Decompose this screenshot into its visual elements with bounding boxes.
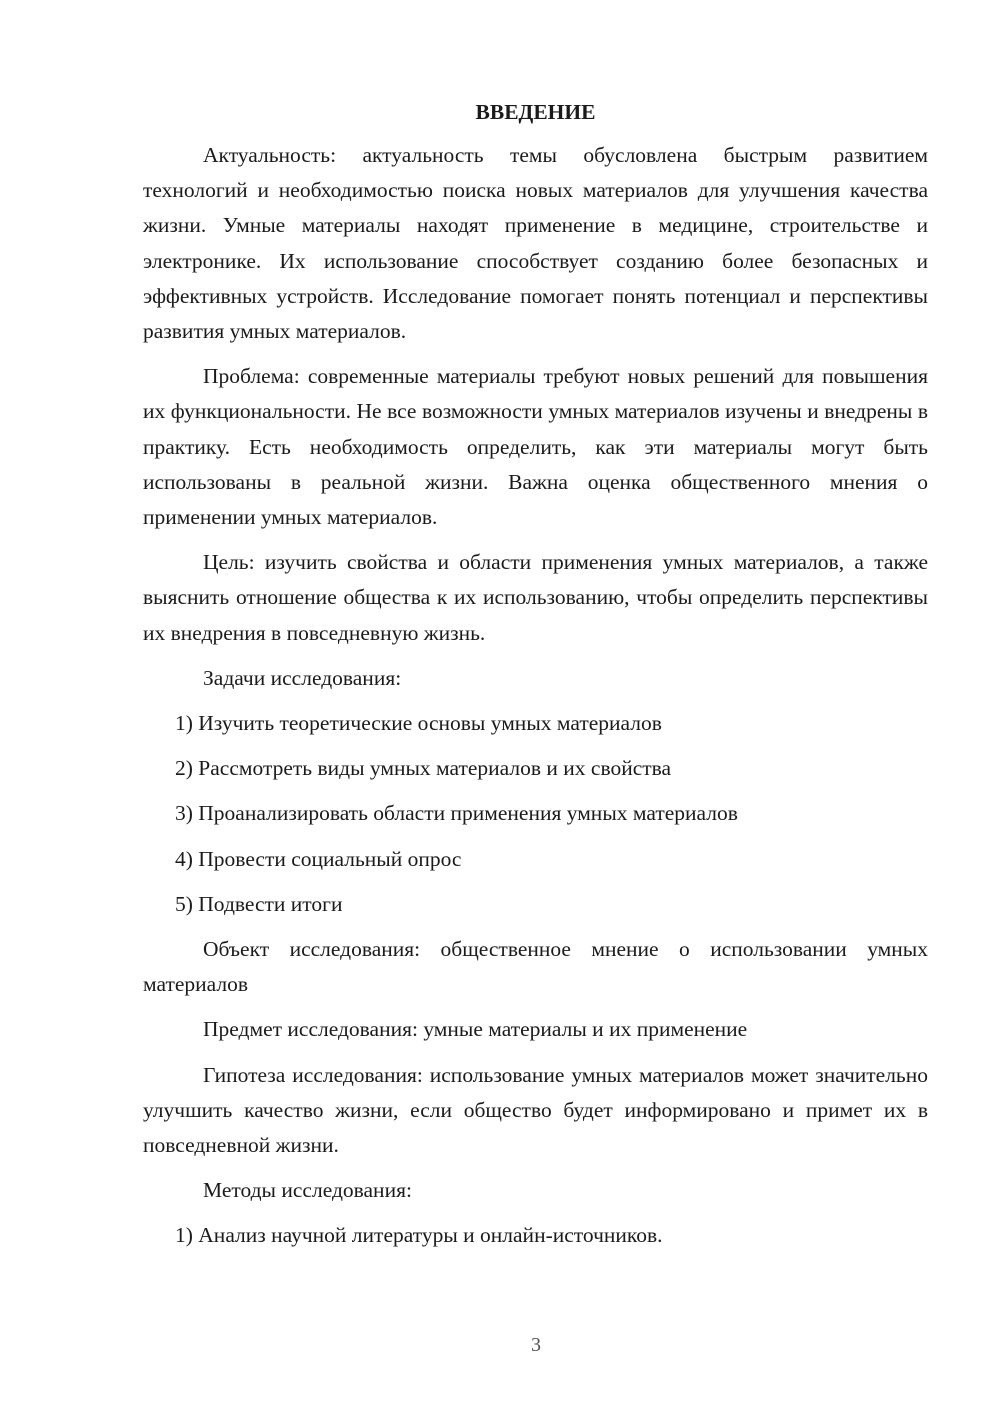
tasks-heading: Задачи исследования: bbox=[203, 665, 402, 690]
subject-paragraph: Предмет исследования: умные материалы и их применение bbox=[203, 1017, 748, 1042]
tasks-list bbox=[143, 706, 928, 922]
task-item: 3) Проанализировать области применения умных материалов bbox=[175, 801, 738, 826]
task-item: 1) Изучить теоретические основы умных материалов bbox=[175, 711, 662, 736]
object-paragraph: Объект исследования: общественное мнение о использовании умных материалов bbox=[143, 937, 928, 997]
methods-heading: Методы исследования: bbox=[203, 1178, 412, 1203]
relevance-paragraph: Актуальность: актуальность темы обусловлена быстрым развитием технологий и необходимостью поиска новых материалов для улучшения качества жизни. Умные материалы находят применение в медицине, строительстве и электронике. Их использование способствует созданию более безопасных и эффективных устройств. Исследование помогает понять потенциал и перспективы развития умных материалов. bbox=[143, 143, 928, 344]
page-number: 3 bbox=[531, 1334, 541, 1356]
task-item: 4) Провести социальный опрос bbox=[175, 846, 462, 871]
task-item: 2) Рассмотреть виды умных материалов и их свойства bbox=[175, 756, 672, 781]
task-item: 5) Подвести итоги bbox=[175, 891, 343, 916]
hypothesis-paragraph: Гипотеза исследования: использование умных материалов может значительно улучшить качество жизни, если общество будет информировано и примет их в повседневной жизни. bbox=[143, 1062, 928, 1158]
problem-paragraph: Проблема: современные материалы требуют новых решений для повышения их функциональности. Не все возможности умных материалов изучены и внедрены в практику. Есть необходимость определить, как эти материалы могут быть использованы в реальной жизни. Важна оценка общественного мнения о применении умных материалов. bbox=[143, 364, 928, 530]
method-item: 1) Анализ научной литературы и онлайн-источников. bbox=[175, 1223, 663, 1248]
page-body bbox=[143, 96, 928, 1264]
goal-paragraph: Цель: изучить свойства и области применения умных материалов, а также выяснить отношение общества к их использованию, чтобы определить перспективы их внедрения в повседневную жизнь. bbox=[143, 550, 928, 645]
section-title: ВВЕДЕНИЕ bbox=[475, 100, 596, 124]
methods-list bbox=[143, 1218, 928, 1253]
